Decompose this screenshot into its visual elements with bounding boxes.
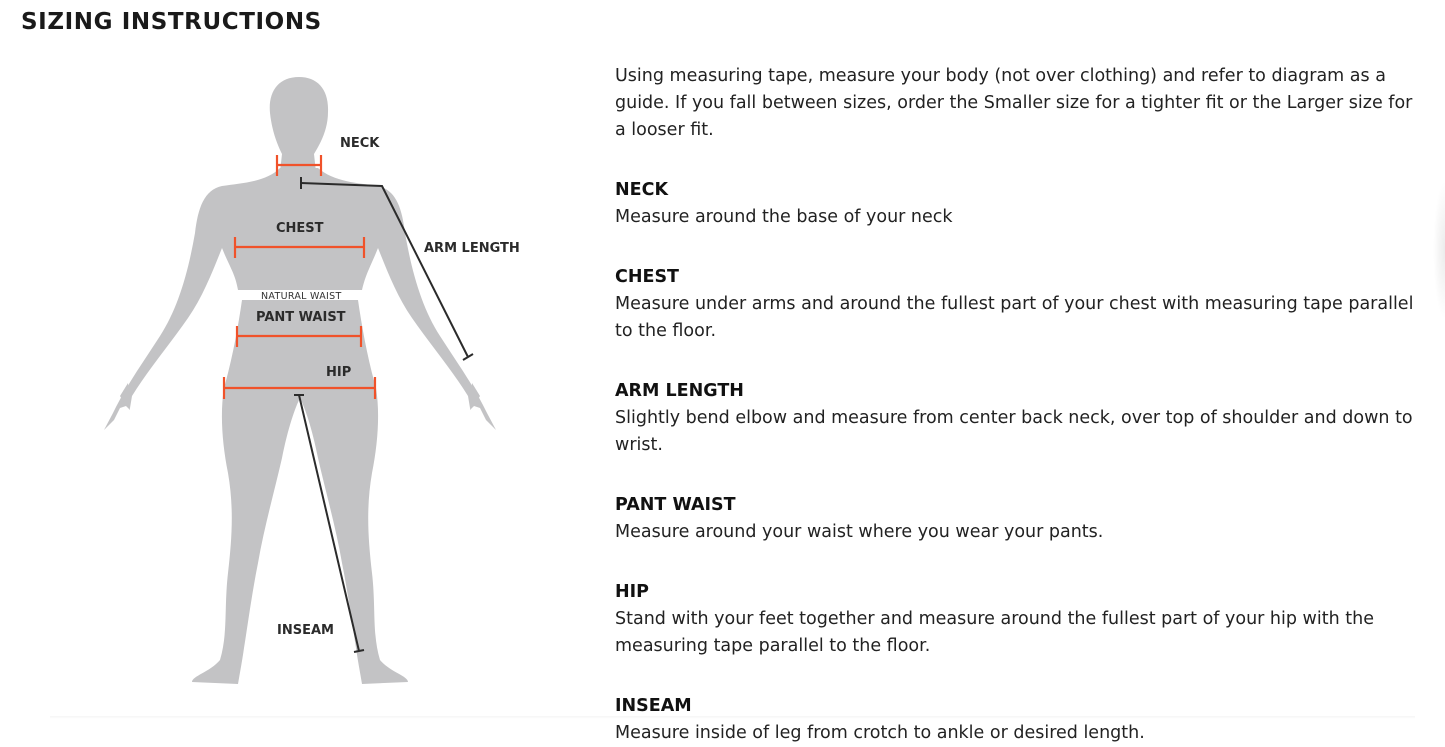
body-silhouette	[104, 77, 496, 684]
bottom-divider	[50, 716, 1415, 719]
section-text: Stand with your feet together and measure around the fullest part of your hip with the measuring tape parallel to the floor.	[615, 609, 1374, 656]
section-heading: PANT WAIST	[615, 495, 736, 515]
body-silhouette-svg	[90, 68, 520, 693]
head-shape	[270, 77, 328, 172]
section-heading: INSEAM	[615, 696, 692, 716]
arm-length-label: ARM LENGTH	[424, 241, 520, 256]
section-text: Measure around your waist where you wear your pants.	[615, 522, 1104, 542]
chest-label: CHEST	[276, 221, 324, 236]
hip-label: HIP	[326, 365, 352, 380]
instructions-panel	[615, 63, 1425, 747]
pant-waist-label: PANT WAIST	[256, 310, 346, 325]
section-text: Slightly bend elbow and measure from center back neck, over top of shoulder and down to wrist.	[615, 408, 1413, 455]
section-text: Measure inside of leg from crotch to ankle or desired length.	[615, 723, 1145, 743]
page-title: SIZING INSTRUCTIONS	[21, 9, 322, 35]
section-heading: CHEST	[615, 267, 679, 287]
edge-shadow	[1433, 180, 1445, 320]
section-text: Measure under arms and around the fullest part of your chest with measuring tape parallel to the floor.	[615, 294, 1414, 341]
neck-label: NECK	[340, 136, 380, 151]
section-pant-waist	[615, 492, 1425, 546]
section-text: Measure around the base of your neck	[615, 207, 953, 227]
section-heading: HIP	[615, 582, 649, 602]
section-chest	[615, 264, 1425, 345]
intro-text: Using measuring tape, measure your body (not over clothing) and refer to diagram as a guide. If you fall between sizes, order the Smaller size for a tighter fit or the Larger size for a looser fit.	[615, 66, 1413, 140]
section-arm-length	[615, 378, 1425, 459]
section-heading: NECK	[615, 180, 669, 200]
section-neck	[615, 177, 1425, 231]
natural-waist-label: NATURAL WAIST	[261, 291, 342, 302]
section-heading: ARM LENGTH	[615, 381, 744, 401]
section-hip	[615, 579, 1425, 660]
section-inseam	[615, 693, 1425, 747]
body-measurement-diagram	[90, 68, 520, 693]
inseam-label: INSEAM	[277, 623, 334, 638]
